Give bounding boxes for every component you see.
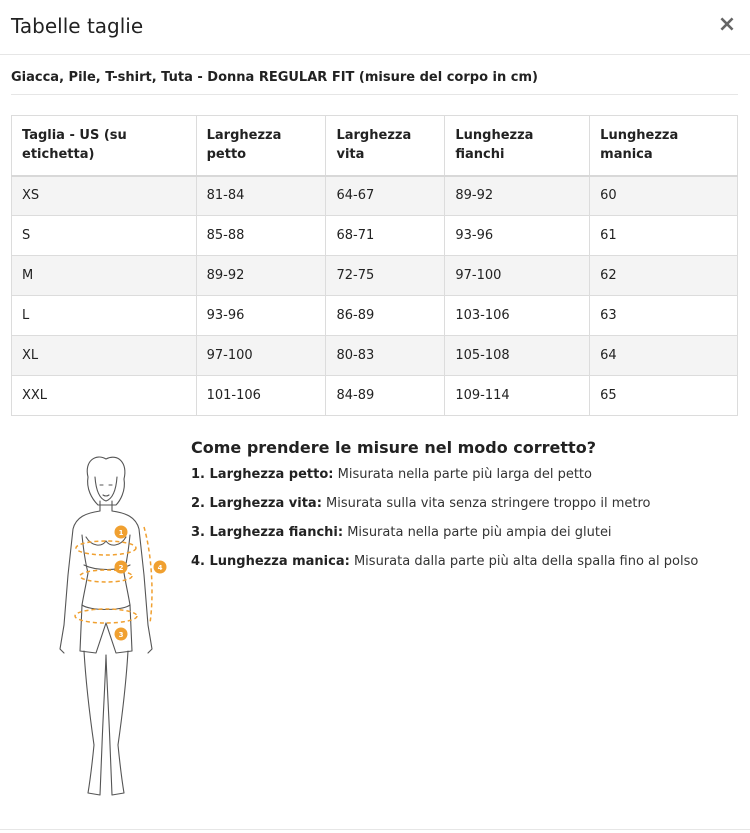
instruction-item	[191, 466, 731, 484]
table-row	[12, 176, 738, 216]
body-measurement-figure-icon	[40, 455, 180, 800]
table-cell: XL	[12, 336, 197, 376]
instruction-text: Misurata nella parte più ampia dei glutei	[347, 525, 612, 540]
table-cell: 109-114	[445, 376, 590, 416]
table-row	[12, 256, 738, 296]
figure-marker: 3	[118, 631, 124, 639]
instruction-text: Misurata dalla parte più alta della spalla fino al polso	[353, 554, 699, 569]
table-cell: 60	[590, 176, 738, 216]
table-cell: XS	[12, 176, 197, 216]
table-cell: 103-106	[445, 296, 590, 336]
header-hips: Lunghezza fianchi	[445, 116, 590, 176]
instruction-text: Misurata nella parte più larga del petto	[337, 467, 592, 482]
table-cell: 64	[590, 336, 738, 376]
instruction-item	[191, 524, 731, 542]
instruction-label: 3. Larghezza fianchi:	[191, 525, 344, 540]
measurement-instructions	[191, 438, 731, 582]
table-cell: 80-83	[326, 336, 445, 376]
table-row	[12, 376, 738, 416]
table-cell: 63	[590, 296, 738, 336]
instructions-title: Come prendere le misure nel modo corretto?	[191, 438, 596, 457]
size-table	[11, 115, 738, 416]
table-cell: 86-89	[326, 296, 445, 336]
table-cell: XXL	[12, 376, 197, 416]
table-cell: 89-92	[445, 176, 590, 216]
instruction-label: 1. Larghezza petto:	[191, 467, 334, 482]
table-cell: 93-96	[445, 216, 590, 256]
divider	[0, 829, 750, 830]
table-cell: 65	[590, 376, 738, 416]
figure-marker: 1	[118, 529, 124, 537]
table-cell: 62	[590, 256, 738, 296]
table-row	[12, 336, 738, 376]
instruction-item	[191, 553, 731, 571]
close-icon[interactable]: ×	[717, 12, 737, 37]
header-chest: Larghezza petto	[196, 116, 326, 176]
modal-header	[0, 0, 750, 55]
table-cell: 97-100	[196, 336, 326, 376]
table-cell: 68-71	[326, 216, 445, 256]
header-sleeve: Lunghezza manica	[590, 116, 738, 176]
modal-title: Tabelle taglie	[11, 14, 144, 38]
figure-marker: 2	[118, 564, 124, 572]
table-cell: S	[12, 216, 197, 256]
table-row	[12, 216, 738, 256]
table-cell: 97-100	[445, 256, 590, 296]
table-subtitle: Giacca, Pile, T-shirt, Tuta - Donna REGULAR FIT (misure del corpo in cm)	[11, 70, 738, 95]
table-cell: 81-84	[196, 176, 326, 216]
table-cell: 72-75	[326, 256, 445, 296]
table-cell: 61	[590, 216, 738, 256]
table-cell: 93-96	[196, 296, 326, 336]
instruction-label: 2. Larghezza vita:	[191, 496, 322, 511]
table-cell: 84-89	[326, 376, 445, 416]
figure-marker: 4	[157, 564, 163, 572]
header-size: Taglia - US (su etichetta)	[12, 116, 197, 176]
table-cell: 101-106	[196, 376, 326, 416]
table-header-row	[12, 116, 738, 176]
instruction-text: Misurata sulla vita senza stringere troppo il metro	[326, 496, 651, 511]
header-waist: Larghezza vita	[326, 116, 445, 176]
table-cell: M	[12, 256, 197, 296]
table-row	[12, 296, 738, 336]
table-cell: 105-108	[445, 336, 590, 376]
table-cell: L	[12, 296, 197, 336]
instruction-label: 4. Lunghezza manica:	[191, 554, 350, 569]
table-cell: 85-88	[196, 216, 326, 256]
table-cell: 64-67	[326, 176, 445, 216]
instruction-item	[191, 495, 731, 513]
table-cell: 89-92	[196, 256, 326, 296]
